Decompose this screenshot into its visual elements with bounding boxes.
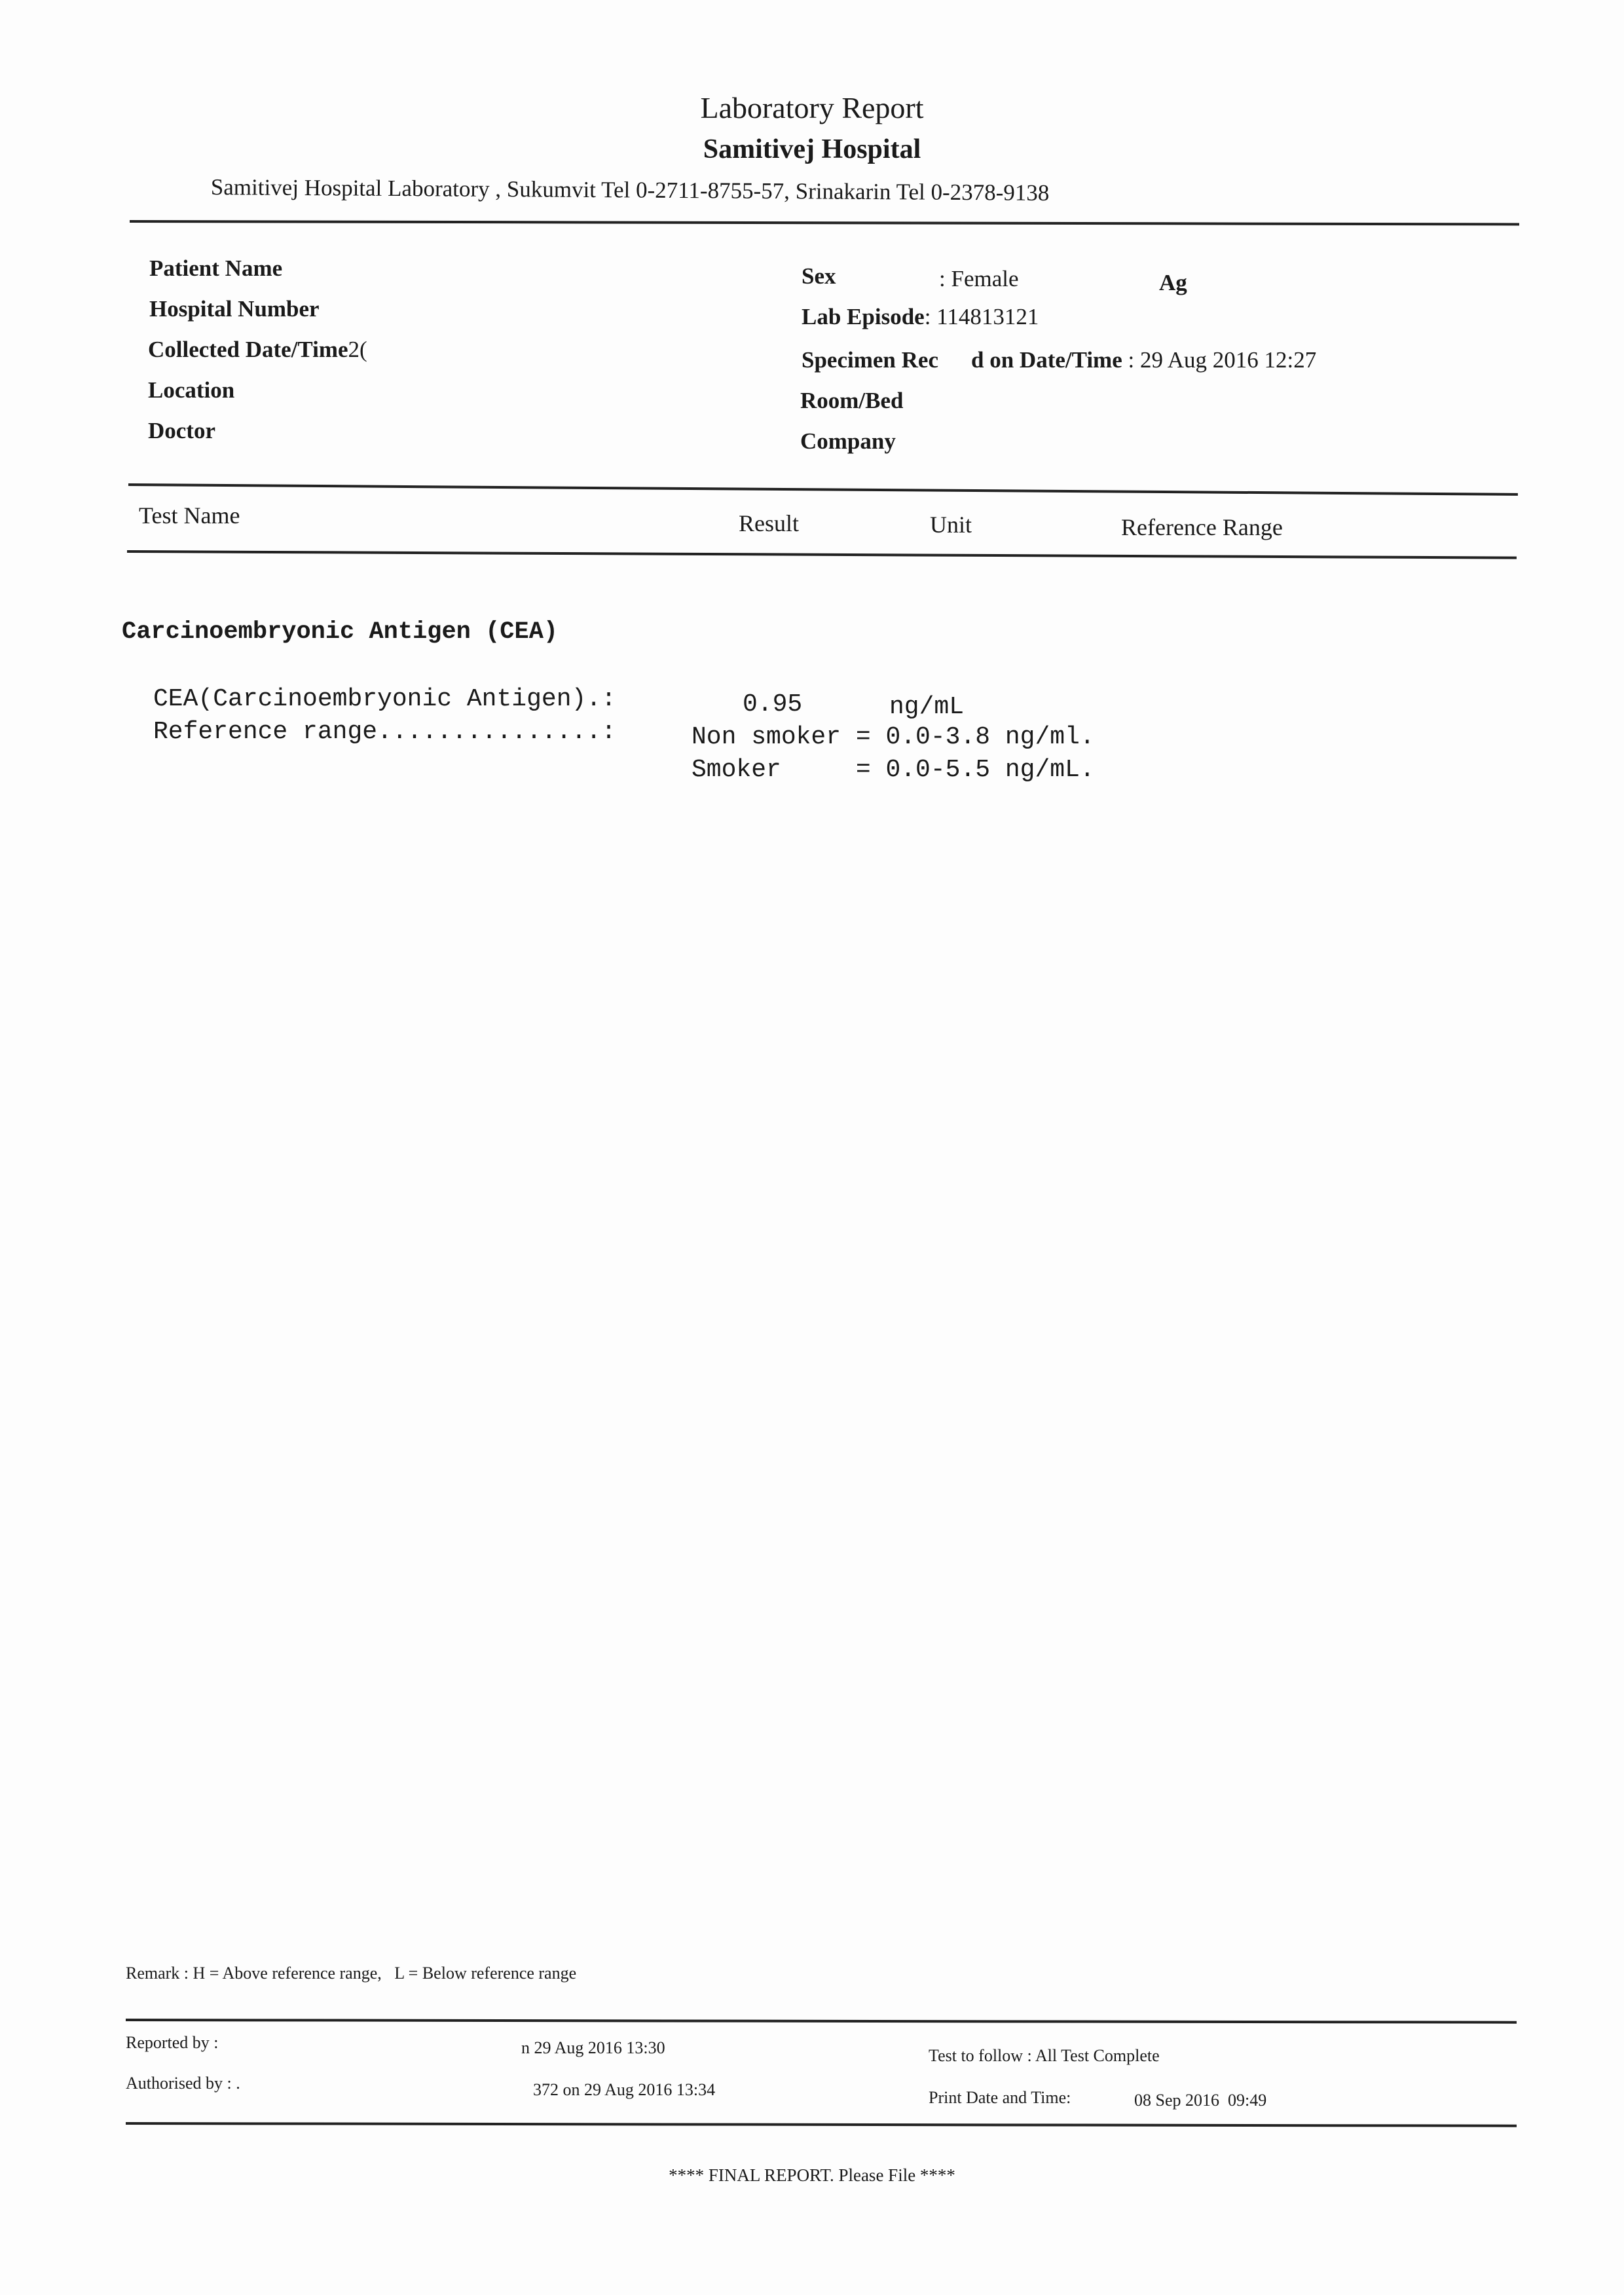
lab-episode-label: Lab Episode: 114813121 xyxy=(802,304,1039,329)
lab-contact-line: Samitivej Hospital Laboratory , Sukumvit Tel 0-2711-8755-57, Srinakarin Tel 0-2378-9138 xyxy=(210,174,1050,206)
patient-name-label: Patient Name xyxy=(149,255,283,281)
reference-non-smoker: Non smoker = 0.0-3.8 ng/ml. xyxy=(692,723,1095,751)
hospital-name: Samitivej Hospital xyxy=(703,134,921,164)
cea-result-unit: ng/mL xyxy=(889,693,965,721)
remark-note: Remark : H = Above reference range, L = Below reference range xyxy=(126,1964,577,1983)
location-label: Location xyxy=(148,377,235,403)
room-bed-label: Room/Bed xyxy=(800,388,904,413)
sex-value: : Female xyxy=(939,266,1019,291)
header-divider xyxy=(130,220,1519,225)
company-label: Company xyxy=(800,428,896,454)
specimen-received-label: Specimen Rec d on Date/Time : 29 Aug 2016 12:27 xyxy=(802,347,1317,373)
reference-smoker: Smoker = 0.0-5.5 ng/mL. xyxy=(692,756,1095,784)
hospital-number-label: Hospital Number xyxy=(149,296,320,322)
final-report-note: **** FINAL REPORT. Please File **** xyxy=(669,2165,955,2185)
cea-test-label: CEA(Carcinoembryonic Antigen).: xyxy=(153,685,616,713)
report-title: Laboratory Report xyxy=(700,91,924,124)
column-reference-range: Reference Range xyxy=(1121,514,1283,540)
print-datetime-value: 08 Sep 2016 09:49 xyxy=(1134,2091,1267,2110)
footer-bottom-divider xyxy=(126,2122,1517,2127)
reported-datetime: n 29 Aug 2016 13:30 xyxy=(521,2038,665,2057)
column-unit: Unit xyxy=(930,512,972,538)
doctor-label: Doctor xyxy=(148,418,216,443)
cea-result-value: 0.95 xyxy=(743,690,803,718)
reference-range-label: Reference range...............: xyxy=(153,718,616,746)
age-label: Ag xyxy=(1159,270,1187,295)
column-test-name: Test Name xyxy=(139,502,240,529)
test-section-heading: Carcinoembryonic Antigen (CEA) xyxy=(122,618,559,646)
reported-by-label: Reported by : xyxy=(126,2033,219,2052)
table-header-divider xyxy=(127,550,1517,559)
sex-label: Sex xyxy=(802,263,836,289)
authorised-by-label: Authorised by : . xyxy=(126,2074,240,2093)
patient-divider xyxy=(128,483,1518,496)
test-to-follow: Test to follow : All Test Complete xyxy=(929,2046,1160,2065)
footer-top-divider xyxy=(126,2019,1517,2024)
authorised-datetime: 372 on 29 Aug 2016 13:34 xyxy=(533,2080,716,2099)
collected-datetime-label: Collected Date/Time2( xyxy=(148,337,367,362)
column-result: Result xyxy=(739,510,800,536)
print-datetime-label: Print Date and Time: xyxy=(929,2088,1071,2107)
